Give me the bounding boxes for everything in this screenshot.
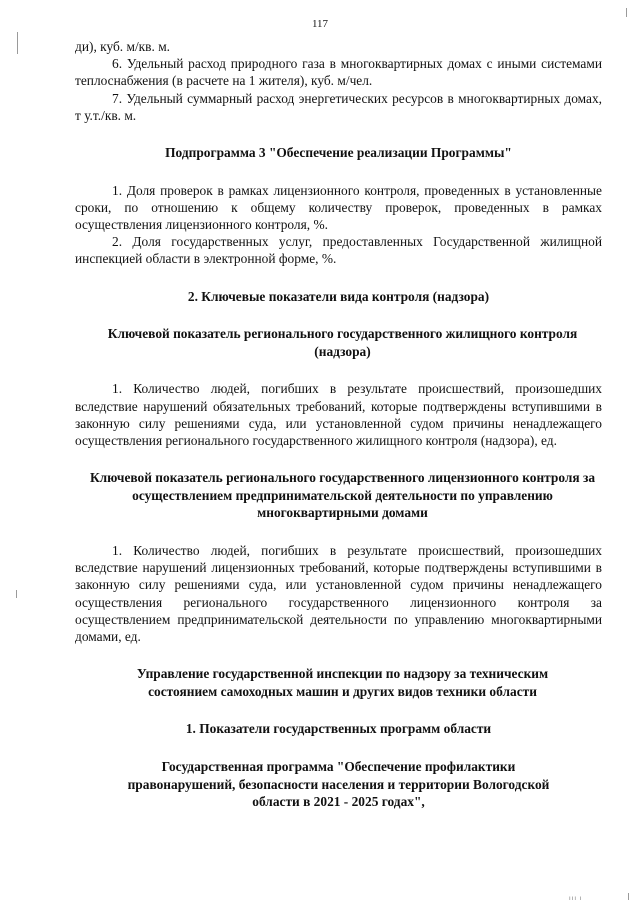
scan-margin-mark [16, 590, 17, 598]
paragraph-continuation: ди), куб. м/кв. м. [75, 39, 171, 54]
document-body [75, 38, 602, 811]
paragraph-item-6: 6. Удельный расход природного газа в многоквартирных домах с иными системами теплоснабжения (в расчете на 1 жителя), куб. м/чел. [75, 56, 602, 89]
scan-margin-mark [626, 8, 627, 17]
paragraph-subprogram-3-item-2: 2. Доля государственных услуг, предоставленных Государственной жилищной инспекцией области в электронной форме, %. [75, 234, 602, 267]
heading-state-program: Государственная программа "Обеспечение профилактики правонарушений, безопасности населения и территории Вологодской области в 2021 - 2025 годах", [127, 759, 550, 810]
heading-key-indicators: 2. Ключевые показатели вида контроля (надзора) [187, 288, 490, 304]
heading-state-programs: 1. Показатели государственных программ области [185, 721, 492, 737]
heading-license-control: Ключевой показатель регионального государственного лицензионного контроля за осуществлением предпринимательской деятельности по управлению многоквартирными домами [89, 470, 596, 521]
paragraph-subprogram-3-item-1: 1. Доля проверок в рамках лицензионного контроля, проведенных в установленные сроки, по отношению к общему количеству проверок, проведенных в рамках осуществления лицензионного контроля, %. [75, 182, 602, 233]
scan-margin-mark [628, 893, 629, 900]
scan-margin-mark [17, 32, 18, 54]
heading-regional-housing-control: Ключевой показатель регионального государственного жилищного контроля (надзора) [107, 326, 578, 359]
scan-footer-marks: ııı ı [569, 895, 583, 902]
paragraph-item-7: 7. Удельный суммарный расход энергетических ресурсов в многоквартирных домах, т у.т./кв. м. [75, 90, 602, 123]
heading-gostekhnadzor: Управление государственной инспекции по надзору за техническим состоянием самоходных машин и других видов техники области [136, 666, 549, 699]
paragraph-regional-housing-item-1: 1. Количество людей, погибших в результате происшествий, произошедших вследствие нарушений обязательных требований, которые подтверждены вступившими в законную силу решениями суда, или установленной судом причины ненадлежащего осуществления регионального государственного жилищного контроля (надзора), ед. [75, 381, 602, 449]
paragraph-license-item-1: 1. Количество людей, погибших в результате происшествий, произошедших вследствие нарушений лицензионных требований, которые подтверждены вступившими в законную силу решениями суда, или установленной судом причины ненадлежащего осуществления регионального государственного лицензионного контроля за осуществлением предпринимательской деятельности по управлению многоквартирными домами, ед. [75, 543, 602, 645]
page-number: 117 [311, 18, 329, 30]
heading-subprogram-3: Подпрограмма 3 "Обеспечение реализации Программы" [165, 145, 512, 161]
